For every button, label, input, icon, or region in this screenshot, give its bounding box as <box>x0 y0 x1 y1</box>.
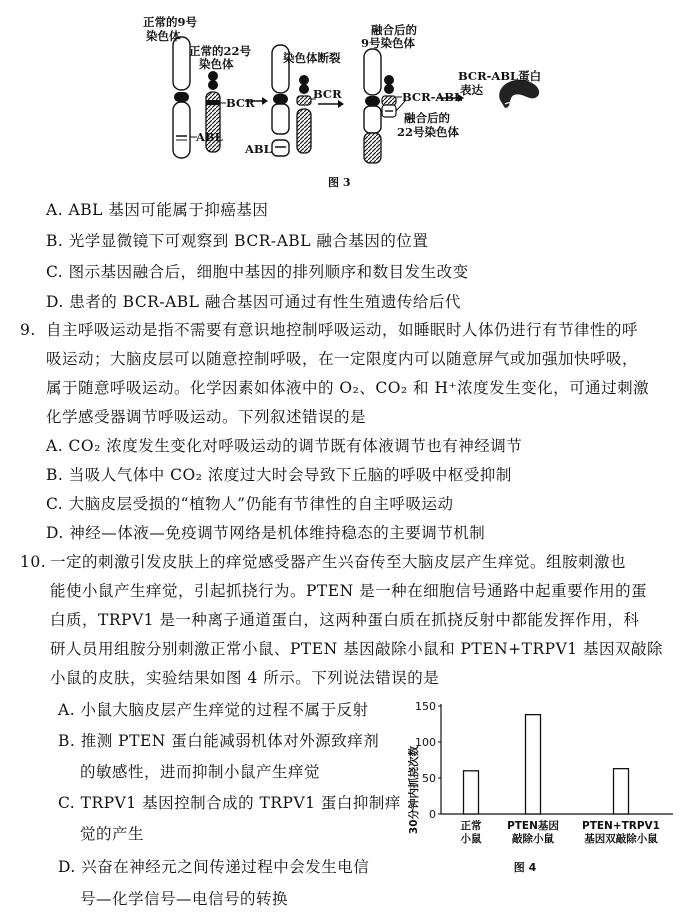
q8-option-c[interactable]: C. 图示基因融合后，细胞中基因的排列顺序和数目发生改变 <box>46 263 469 281</box>
y-tick-label: 50 <box>422 772 436 785</box>
label-fused-9-line2: 9号染色体 <box>361 36 416 50</box>
q9-stem-line: 属于随意呼吸运动。化学因素如体液中的 O₂、CO₂ 和 H⁺浓度发生变化，可通过刺激 <box>46 379 650 397</box>
chart-bars <box>464 715 629 814</box>
q9-option-b[interactable]: B. 当吸人气体中 CO₂ 浓度过大时会导致下丘脑的呼吸中枢受抑制 <box>46 466 512 484</box>
q10-option-a[interactable]: A. 小鼠大脑皮层产生痒觉的过程不属于反射 <box>58 701 369 719</box>
bcr-abl-protein-icon <box>499 80 539 108</box>
q10-stem-line: 研人员用组胺分别刺激正常小鼠、PTEN 基因敲除小鼠和 PTEN+TRPV1 基因双敲除 <box>50 640 664 658</box>
q10-stem-line: 小鼠的皮肤，实验结果如图 4 所示。下列说法错误的是 <box>50 669 440 687</box>
q9-stem-line: 吸运动；大脑皮层可以随意控制呼吸，在一定限度内可以随意屏气或加强加快呼吸， <box>46 350 639 368</box>
chart-bar <box>526 715 541 814</box>
q10-stem-line: 白质，TRPV1 是一种离子通道蛋白，这两种蛋白质在抓挠反射中都能发挥作用，科 <box>50 611 640 629</box>
figure-3-caption: 图 3 <box>328 176 351 189</box>
q9-option-a[interactable]: A. CO₂ 浓度发生变化对呼吸运动的调节既有体液调节也有神经调节 <box>46 437 523 455</box>
x-category-label: 基因双敲除小鼠 <box>584 833 658 845</box>
label-normal-22-line1: 正常的22号 <box>189 44 252 58</box>
broken-chromosome-22 <box>297 75 311 153</box>
q10-option-b-cont: 的敏感性，进而抑制小鼠产生痒觉 <box>80 763 321 781</box>
label-normal-9-line1: 正常的9号 <box>143 15 198 29</box>
q9-option-c[interactable]: C. 大脑皮层受损的“植物人”仍能有节律性的自主呼吸运动 <box>46 495 454 513</box>
normal-chromosome-9 <box>173 37 190 158</box>
label-bcr-abl: BCR-ABL <box>402 90 463 104</box>
label-fused-9-line1: 融合后的 <box>371 23 417 37</box>
chart-category-labels <box>461 819 661 845</box>
q9-stem-line: 自主呼吸运动是指不需要有意识地控制呼吸运动，如睡眠时人体仍进行有节律性的呼 <box>46 321 639 339</box>
chart-caption: 图 4 <box>513 861 537 874</box>
x-category-label: 正常 <box>460 820 482 832</box>
q8-option-d[interactable]: D. 患者的 BCR-ABL 融合基因可通过有性生殖遗传给后代 <box>46 293 461 311</box>
label-normal-22-line2: 染色体 <box>199 57 234 71</box>
q10-stem-line: 能使小鼠产生痒觉，引起抓挠行为。PTEN 是一种在细胞信号通路中起重要作用的蛋 <box>50 582 648 600</box>
label-bcr-2: BCR <box>313 87 342 101</box>
label-normal-9-line2: 染色体 <box>146 29 181 43</box>
chart-bar <box>614 769 629 814</box>
q10-option-c-cont: 觉的产生 <box>80 825 145 843</box>
q10-option-d-cont: 号—化学信号—电信号的转换 <box>80 890 289 908</box>
q10-number: 10. <box>20 553 47 571</box>
y-tick-label: 0 <box>429 808 436 821</box>
label-fused-22-line1: 融合后的 <box>404 111 450 125</box>
q10-stem-line: 一定的刺激引发皮肤上的痒觉感受器产生兴奋传至大脑皮层产生痒觉。组胺刺激也 <box>50 553 627 571</box>
label-protein-line1: BCR-ABL蛋白 <box>458 69 542 83</box>
fused-chromosome-22 <box>382 75 396 117</box>
q8-option-a[interactable]: A. ABL 基因可能属于抑癌基因 <box>46 201 269 219</box>
label-abl-2: ABL <box>245 142 272 156</box>
q9-stem-line: 化学感受器调节呼吸运动。下列叙述错误的是 <box>46 408 367 426</box>
chart-y-axis-label: 30分钟内抓挠次数 <box>408 745 420 835</box>
x-category-label: PTEN+TRPV1 <box>582 820 660 832</box>
label-chromosome-break: 染色体断裂 <box>283 51 341 65</box>
q8-option-b[interactable]: B. 光学显微镜下可观察到 BCR-ABL 融合基因的位置 <box>46 232 429 250</box>
q9-option-d[interactable]: D. 神经—体液—免疫调节网络是机体维持稳态的主要调节机制 <box>46 524 486 542</box>
label-abl-1: ABL <box>196 130 223 144</box>
y-tick-label: 100 <box>415 736 436 749</box>
y-tick-label: 150 <box>415 700 436 713</box>
q10-option-c[interactable]: C. TRPV1 基因控制合成的 TRPV1 蛋白抑制痒 <box>58 794 401 812</box>
label-fused-22-line2: 22号染色体 <box>397 125 460 139</box>
x-category-label: PTEN基因 <box>507 820 559 832</box>
chart-bar <box>464 771 479 814</box>
q9-number: 9. <box>20 321 36 339</box>
q10-option-b[interactable]: B. 推测 PTEN 蛋白能减弱机体对外源致痒剂 <box>58 732 380 750</box>
chromosome-diagram <box>0 0 692 195</box>
x-category-label: 小鼠 <box>460 833 482 845</box>
x-category-label: 敲除小鼠 <box>512 833 554 845</box>
q10-option-d[interactable]: D. 兴奋在神经元之间传递过程中会发生电信 <box>58 858 370 876</box>
fused-chromosome-9 <box>364 49 381 163</box>
label-protein-line2: 表达 <box>460 83 483 97</box>
label-bcr-1: BCR <box>226 96 255 110</box>
scratch-count-chart <box>405 695 685 875</box>
